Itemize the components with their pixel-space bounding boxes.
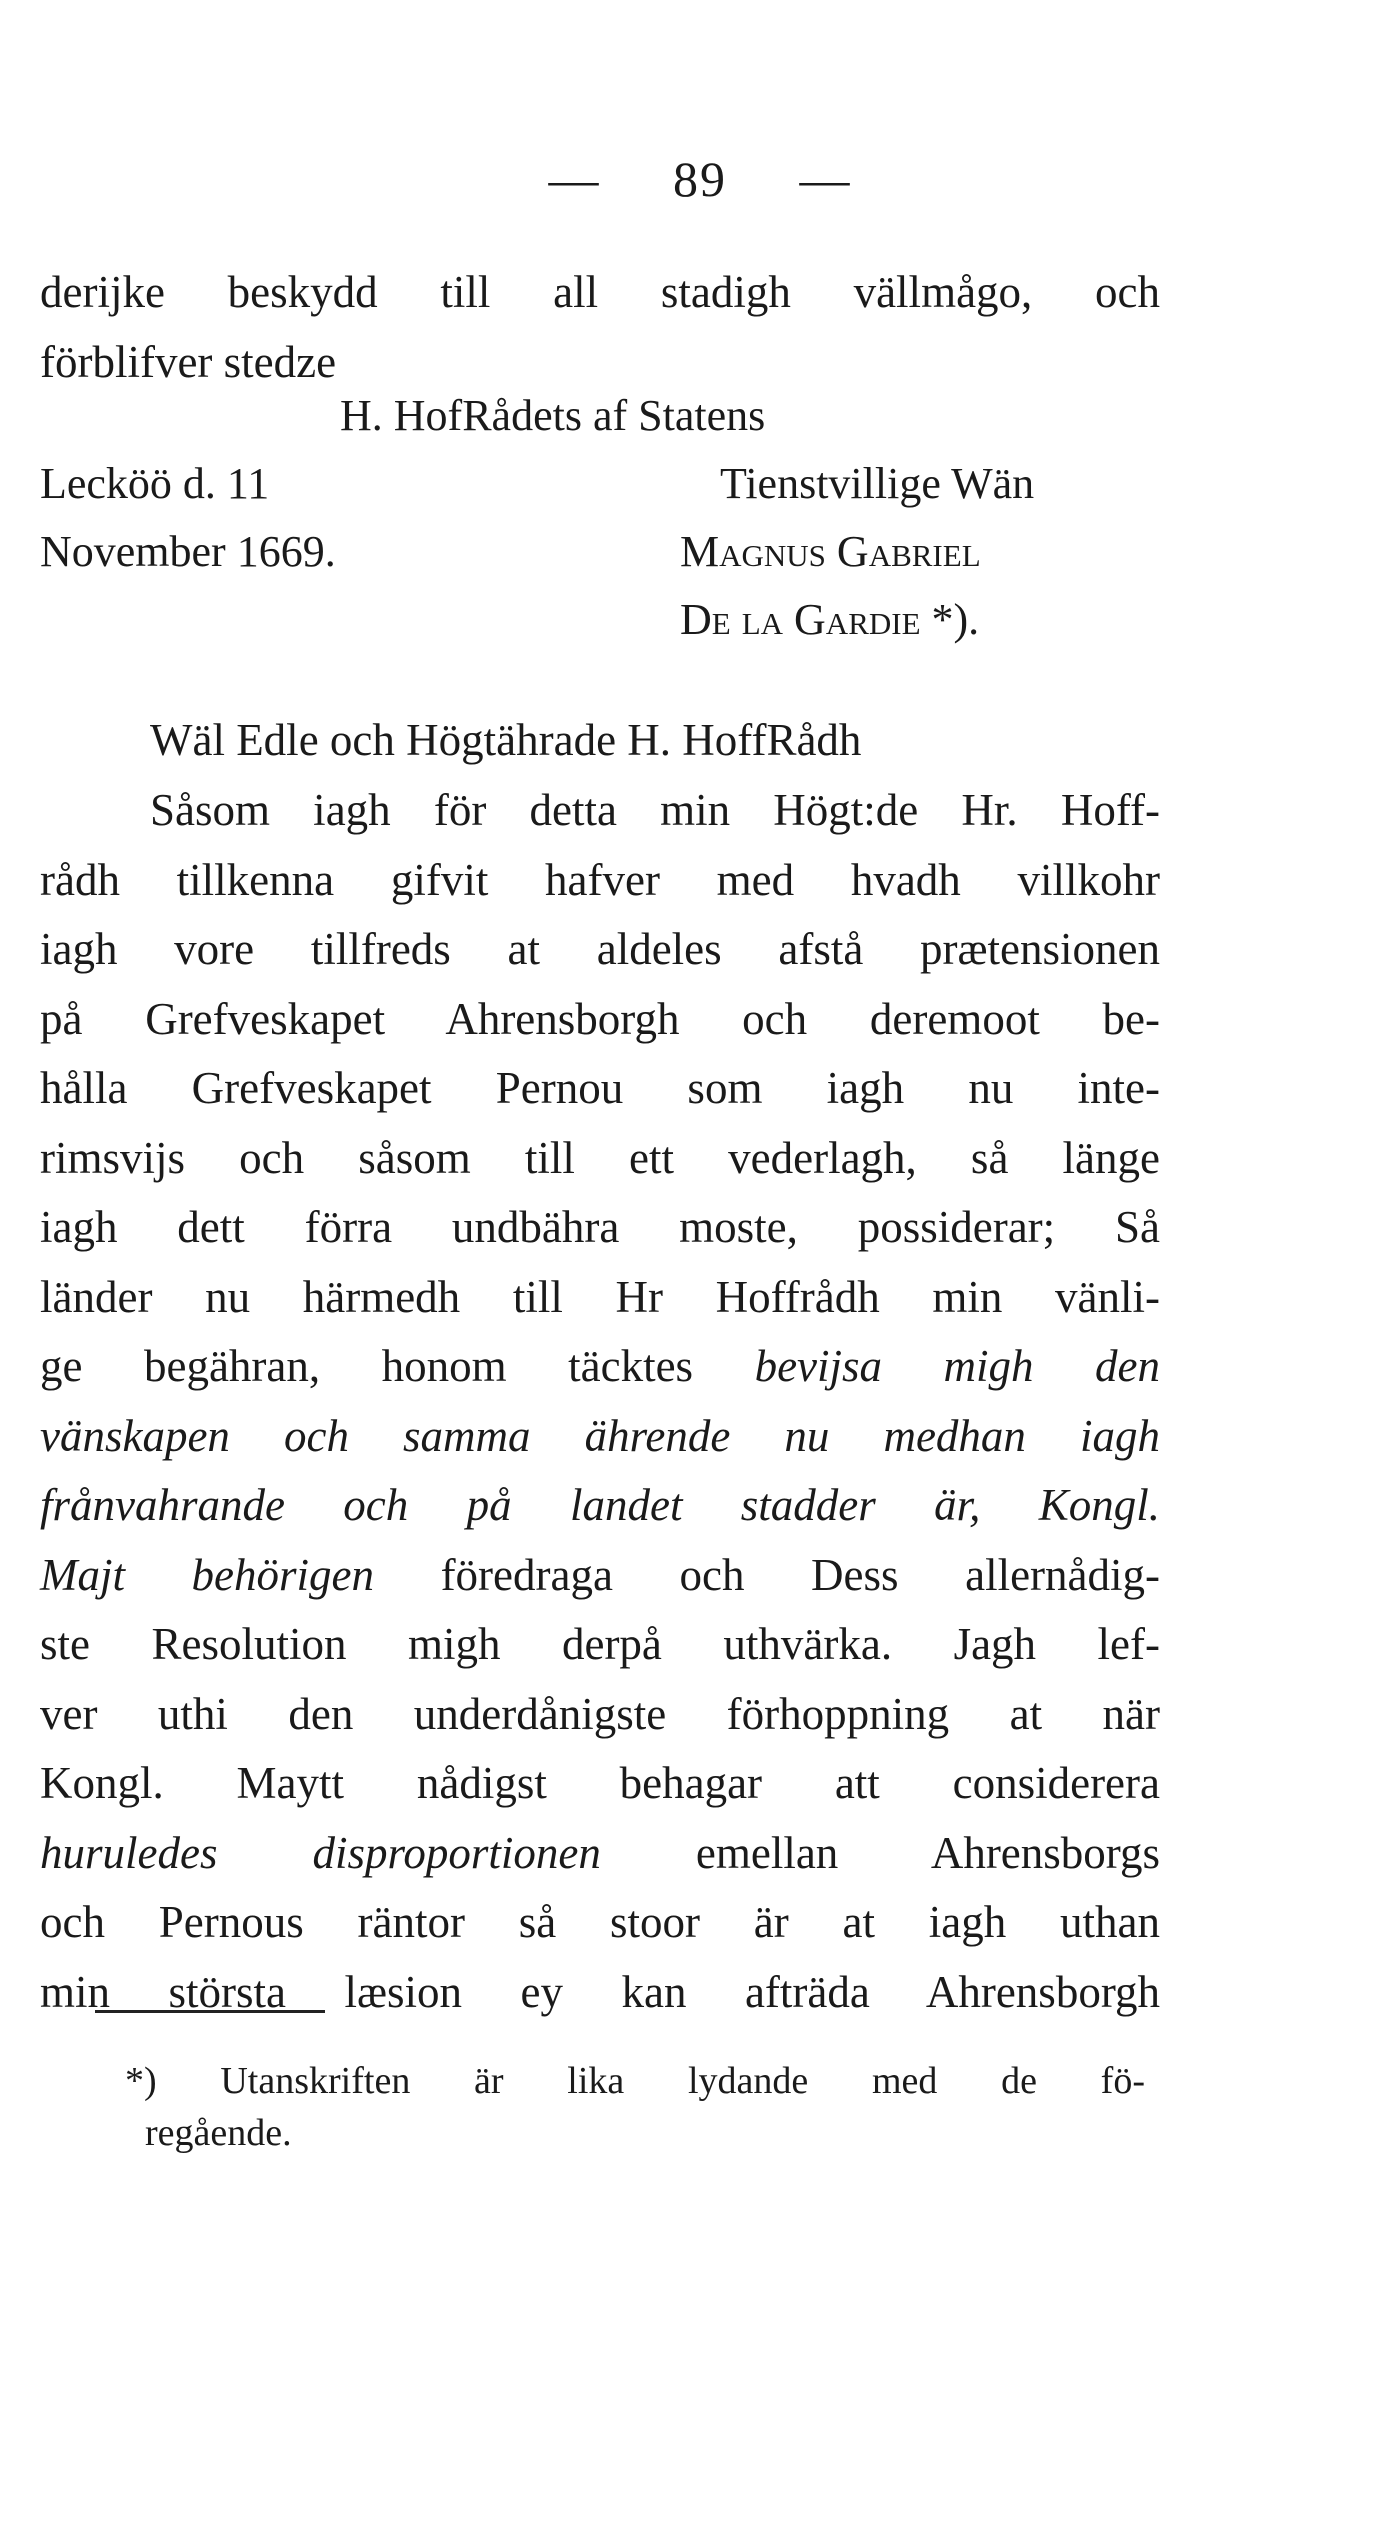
opening-line-2: förblifver stedze (40, 336, 337, 387)
body-line-3: iagh vore tillfreds at aldeles afstå prætensionen (40, 924, 1160, 974)
body-line-12-roman: föredraga och Dess allernådig- (374, 1549, 1160, 1600)
closing-place-date: Lecköö d. 11 (40, 459, 270, 508)
body-line-2: rådh tillkenna gifvit hafver med hvadh villkohr (40, 854, 1160, 905)
body-line-16 (40, 1819, 1160, 1889)
body-line-8: länder nu härmedh till Hr Hoffrådh min vänli- (40, 1271, 1160, 1322)
body-line-12 (40, 1541, 1160, 1611)
address-line: Wäl Edle och Högtährade H. HoffRådh (150, 715, 862, 765)
signature-line-2: De la Gardie *). (680, 595, 980, 644)
footnote-rule (95, 2010, 325, 2013)
letter-body (40, 776, 1160, 2027)
body-line-10: vänskapen och samma ährende nu medhan iagh (40, 1410, 1160, 1461)
body-line-4: på Grefveskapet Ahrensborgh och deremoot be- (40, 993, 1160, 1044)
body-line-13: ste Resolution migh derpå uthvärka. Jagh lef- (40, 1619, 1160, 1669)
body-line-15: Kongl. Maytt nådigst behagar att considerera (40, 1758, 1160, 1808)
body-line-9-roman: ge begähran, honom täcktes (40, 1341, 755, 1391)
body-line-12-italic: Majt behörigen (40, 1549, 375, 1600)
closing-date: November 1669. (40, 527, 336, 576)
body-line-1: Såsom iagh för detta min Högt:de Hr. Hoff- (150, 785, 1160, 835)
page-number: 89 (673, 151, 727, 207)
body-line-18: min största læsion ey kan afträda Ahrensborgh (40, 1966, 1160, 2017)
body-line-9-italic: bevijsa migh den (754, 1341, 1160, 1391)
closing-servant: Tienstvillige Wän (720, 459, 1035, 508)
closing-salutation: H. HofRådets af Statens (340, 391, 766, 440)
left-dash: — (548, 151, 601, 207)
letter-address (150, 706, 1150, 776)
body-line-11: frånvahrande och på landet stadder är, Kongl. (40, 1480, 1160, 1530)
body-line-9 (40, 1332, 1160, 1402)
footnote-line-1: *) Utanskriften är lika lydande med de fö- (125, 2060, 1145, 2102)
body-line-5: hålla Grefveskapet Pernou som iagh nu inte- (40, 1063, 1160, 1113)
footnote-line-2: regående. (145, 2112, 292, 2154)
page-header (0, 150, 1400, 208)
signature-line-1: Magnus Gabriel (680, 527, 981, 576)
body-line-16-italic: huruledes disproportionen (40, 1827, 601, 1878)
body-line-14: ver uthi den underdånigste förhoppning at när (40, 1688, 1160, 1739)
body-line-7: iagh dett förra undbähra moste, possiderar; Så (40, 1202, 1160, 1252)
right-dash: — (799, 151, 852, 207)
opening-lines (40, 258, 1160, 397)
body-line-17: och Pernous räntor så stoor är at iagh uthan (40, 1897, 1160, 1947)
body-line-6: rimsvijs och såsom till ett vederlagh, så länge (40, 1132, 1160, 1183)
opening-line-1: derijke beskydd till all stadigh vällmågo, och (40, 267, 1160, 317)
body-line-16-roman: emellan Ahrensborgs (600, 1827, 1160, 1878)
footnote (125, 2055, 1145, 2159)
